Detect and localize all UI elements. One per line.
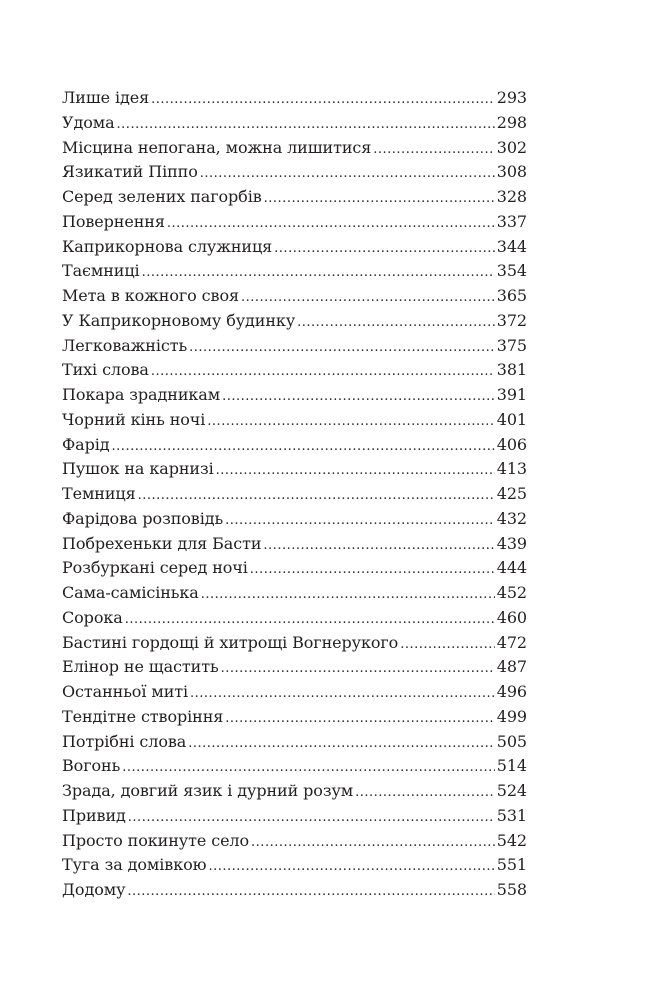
toc-entry-page: 328 bbox=[496, 187, 527, 206]
dot-leader bbox=[128, 806, 495, 829]
toc-entry-page: 298 bbox=[496, 112, 527, 132]
dot-leader bbox=[241, 286, 495, 309]
toc-entry-title: Удома bbox=[62, 112, 115, 132]
toc-entry-page: 413 bbox=[496, 459, 527, 479]
dot-leader bbox=[188, 732, 495, 755]
toc-entry-page: 337 bbox=[496, 211, 527, 231]
toc-entry-page: 496 bbox=[496, 682, 527, 701]
toc-entry-title: Додому bbox=[62, 880, 126, 899]
toc-entry-title: Темниця bbox=[62, 484, 136, 503]
toc-entry bbox=[62, 383, 527, 408]
toc-entry-title: Серед зелених пагорбів bbox=[62, 187, 262, 206]
toc-entry bbox=[62, 482, 527, 507]
toc-entry bbox=[62, 680, 527, 705]
dot-leader bbox=[274, 237, 495, 260]
toc-entry-page: 452 bbox=[496, 583, 527, 602]
toc-entry-title: Місцина непогана, можна лишитися bbox=[62, 137, 372, 157]
toc-entry-page: 381 bbox=[496, 360, 527, 380]
toc-entry-page: 499 bbox=[496, 706, 527, 726]
toc-entry-title: Легковажність bbox=[62, 335, 188, 355]
dot-leader bbox=[355, 781, 495, 804]
toc-entry bbox=[62, 86, 527, 111]
dot-leader bbox=[200, 162, 495, 185]
dot-leader bbox=[373, 138, 494, 161]
toc-entry-page: 406 bbox=[496, 434, 527, 454]
toc-entry bbox=[62, 284, 527, 309]
toc-entry bbox=[62, 829, 527, 854]
toc-entry bbox=[62, 334, 527, 359]
dot-leader bbox=[400, 633, 495, 656]
toc-entry-page: 472 bbox=[496, 632, 527, 652]
toc-entry-title: Розбуркані серед ночі bbox=[62, 558, 248, 578]
toc-entry-title: Пушок на карнизі bbox=[62, 459, 214, 479]
toc-entry-page: 401 bbox=[496, 409, 527, 429]
toc-entry-page: 391 bbox=[496, 385, 527, 404]
dot-leader bbox=[251, 831, 495, 854]
toc-entry-title: Бастині гордощі й хитрощі Вогнерукого bbox=[62, 632, 399, 652]
toc-entry-page: 365 bbox=[496, 286, 527, 305]
toc-entry-page: 444 bbox=[496, 558, 527, 578]
toc-entry-title: Зрада, довгий язик і дурний розум bbox=[62, 781, 354, 800]
toc-entry-title: Покара зрадникам bbox=[62, 385, 221, 404]
toc-entry-title: Каприкорнова служниця bbox=[62, 236, 273, 256]
toc-entry-title: Сорока bbox=[62, 607, 123, 627]
dot-leader bbox=[263, 534, 494, 557]
dot-leader bbox=[151, 88, 495, 111]
toc-entry-title: Лише ідея bbox=[62, 88, 150, 107]
toc-entry-page: 439 bbox=[496, 533, 527, 553]
toc-entry-title: Таємниці bbox=[62, 261, 140, 281]
toc-entry-title: Язикатий Піппо bbox=[62, 162, 198, 182]
toc-entry-title: Тихі слова bbox=[62, 360, 149, 380]
dot-leader bbox=[125, 608, 495, 631]
toc-entry bbox=[62, 853, 527, 878]
dot-leader bbox=[208, 855, 494, 878]
toc-entry bbox=[62, 408, 527, 433]
toc-entry-page: 354 bbox=[496, 261, 527, 281]
toc-entry-page: 551 bbox=[496, 855, 527, 875]
dot-leader bbox=[207, 410, 494, 433]
dot-leader bbox=[222, 385, 495, 408]
dot-leader bbox=[250, 558, 495, 581]
toc-entry-title: У Каприкорновому будинку bbox=[62, 310, 296, 330]
toc-entry-title: Останньої миті bbox=[62, 682, 189, 701]
toc-entry-page: 425 bbox=[496, 484, 527, 503]
toc-entry bbox=[62, 358, 527, 383]
toc-entry-title: Привид bbox=[62, 805, 126, 825]
toc-entry-title: Потрібні слова bbox=[62, 731, 187, 751]
toc-entry bbox=[62, 804, 527, 829]
dot-leader bbox=[127, 880, 494, 903]
toc-entry-title: Фарідова розповідь bbox=[62, 508, 224, 528]
toc-entry bbox=[62, 556, 527, 581]
toc-entry-title: Фарід bbox=[62, 434, 110, 454]
toc-entry bbox=[62, 631, 527, 656]
toc-entry-page: 505 bbox=[496, 731, 527, 751]
toc-entry-page: 432 bbox=[496, 508, 527, 528]
dot-leader bbox=[264, 187, 495, 210]
toc-entry-title: Вогонь bbox=[62, 756, 121, 776]
table-of-contents bbox=[62, 86, 527, 903]
toc-entry-page: 542 bbox=[496, 830, 527, 850]
toc-entry-page: 293 bbox=[496, 88, 527, 107]
dot-leader bbox=[225, 707, 494, 730]
toc-entry-title: Мета в кожного своя bbox=[62, 286, 239, 305]
toc-entry-page: 308 bbox=[496, 162, 527, 182]
toc-entry bbox=[62, 457, 527, 482]
toc-entry bbox=[62, 581, 527, 606]
toc-entry-page: 344 bbox=[496, 236, 527, 256]
toc-entry bbox=[62, 259, 527, 284]
toc-entry bbox=[62, 606, 527, 631]
toc-entry-page: 460 bbox=[496, 607, 527, 627]
dot-leader bbox=[138, 484, 495, 507]
toc-entry-page: 524 bbox=[496, 781, 527, 800]
toc-entry-title: Тендітне створіння bbox=[62, 706, 224, 726]
dot-leader bbox=[151, 360, 495, 383]
toc-entry-title: Просто покинуте село bbox=[62, 830, 250, 850]
toc-entry bbox=[62, 185, 527, 210]
toc-entry-page: 375 bbox=[496, 335, 527, 355]
dot-leader bbox=[201, 583, 495, 606]
dot-leader bbox=[221, 657, 495, 680]
toc-entry-page: 372 bbox=[496, 310, 527, 330]
dot-leader bbox=[216, 459, 495, 482]
toc-entry bbox=[62, 309, 527, 334]
dot-leader bbox=[190, 682, 495, 705]
toc-entry bbox=[62, 160, 527, 185]
toc-entry-page: 514 bbox=[496, 756, 527, 776]
toc-entry bbox=[62, 878, 527, 903]
dot-leader bbox=[142, 261, 495, 284]
toc-entry-title: Сама-самісінька bbox=[62, 583, 199, 602]
toc-entry bbox=[62, 532, 527, 557]
toc-entry bbox=[62, 754, 527, 779]
toc-entry bbox=[62, 111, 527, 136]
toc-entry-page: 558 bbox=[496, 880, 527, 899]
dot-leader bbox=[117, 113, 495, 136]
toc-entry-title: Чорний кінь ночі bbox=[62, 409, 206, 429]
toc-entry-page: 531 bbox=[496, 805, 527, 825]
toc-entry bbox=[62, 433, 527, 458]
dot-leader bbox=[297, 311, 495, 334]
toc-entry-title: Повернення bbox=[62, 211, 165, 231]
dot-leader bbox=[225, 509, 495, 532]
toc-entry bbox=[62, 136, 527, 161]
toc-entry bbox=[62, 210, 527, 235]
toc-entry bbox=[62, 235, 527, 260]
toc-entry-title: Туга за домівкою bbox=[62, 855, 207, 875]
dot-leader bbox=[112, 435, 495, 458]
dot-leader bbox=[189, 336, 495, 359]
toc-entry bbox=[62, 705, 527, 730]
dot-leader bbox=[167, 212, 495, 235]
dot-leader bbox=[122, 756, 495, 779]
toc-entry bbox=[62, 507, 527, 532]
toc-entry-page: 487 bbox=[496, 657, 527, 677]
toc-entry bbox=[62, 779, 527, 804]
toc-entry bbox=[62, 730, 527, 755]
toc-entry-title: Побрехеньки для Басти bbox=[62, 533, 262, 553]
toc-entry bbox=[62, 655, 527, 680]
toc-entry-page: 302 bbox=[496, 137, 527, 157]
toc-entry-title: Елінор не щастить bbox=[62, 657, 219, 677]
